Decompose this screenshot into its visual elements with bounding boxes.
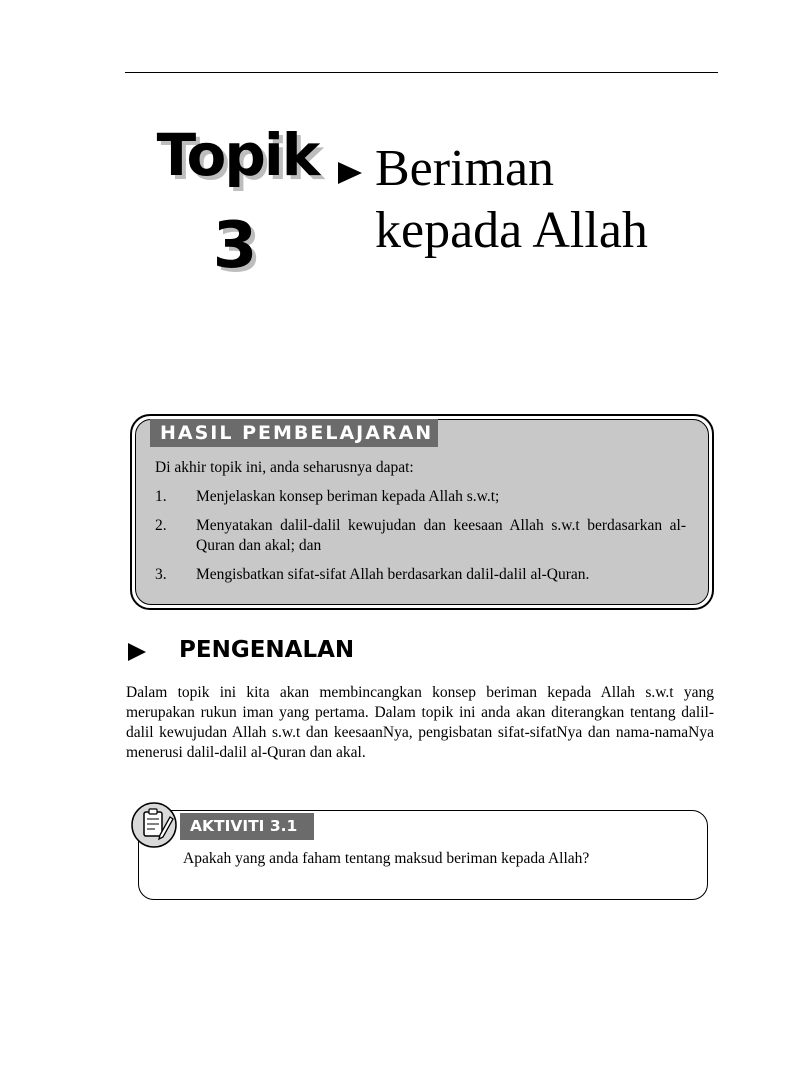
- introduction-paragraph: Dalam topik ini kita akan membincangkan konsep beriman kepada Allah s.w.t yang merupakan rukun iman yang pertama. Dalam topik ini anda akan diterangkan tentang dalil-dalil kewujudan Allah s.w.t dan keesaanNya, pengisbatan sifat-sifatNya dan nama-namaNya menerusi dalil-dalil al-Quran dan akal.: [126, 684, 714, 761]
- outcome-item: [155, 487, 686, 507]
- outcome-text: Mengisbatkan sifat-sifat Allah berdasarkan dalil-dalil al-Quran.: [196, 566, 590, 583]
- topic-title: [375, 138, 648, 262]
- topic-number: 3: [212, 209, 258, 283]
- learning-outcomes-intro: Di akhir topik ini, anda seharusnya dapat:: [155, 459, 414, 476]
- section-heading: PENGENALAN: [179, 637, 355, 663]
- outcome-number: 2.: [155, 517, 167, 534]
- section-arrow-icon: [128, 643, 146, 661]
- outcome-number: 1.: [155, 488, 167, 505]
- outcome-item: [155, 565, 686, 585]
- outcome-text: Menyatakan dalil-dalil kewujudan dan keesaan Allah s.w.t berdasarkan al-Quran dan akal; dan: [196, 517, 686, 554]
- learning-outcomes-label: HASIL PEMBELAJARAN: [150, 419, 438, 447]
- topic-title-line2: kepada Allah: [375, 202, 648, 259]
- topic-title-line1: Beriman: [375, 140, 555, 197]
- topic-word: Topik: [156, 121, 319, 189]
- outcome-item: [155, 516, 686, 556]
- activity-question: Apakah yang anda faham tentang maksud beriman kepada Allah?: [183, 850, 590, 867]
- title-arrow-icon: [338, 162, 362, 184]
- top-rule: [125, 72, 718, 73]
- clipboard-pencil-icon: [130, 801, 178, 849]
- activity-label: AKTIVITI 3.1: [180, 813, 314, 840]
- outcome-text: Menjelaskan konsep beriman kepada Allah s.w.t;: [196, 488, 500, 505]
- outcome-number: 3.: [155, 566, 167, 583]
